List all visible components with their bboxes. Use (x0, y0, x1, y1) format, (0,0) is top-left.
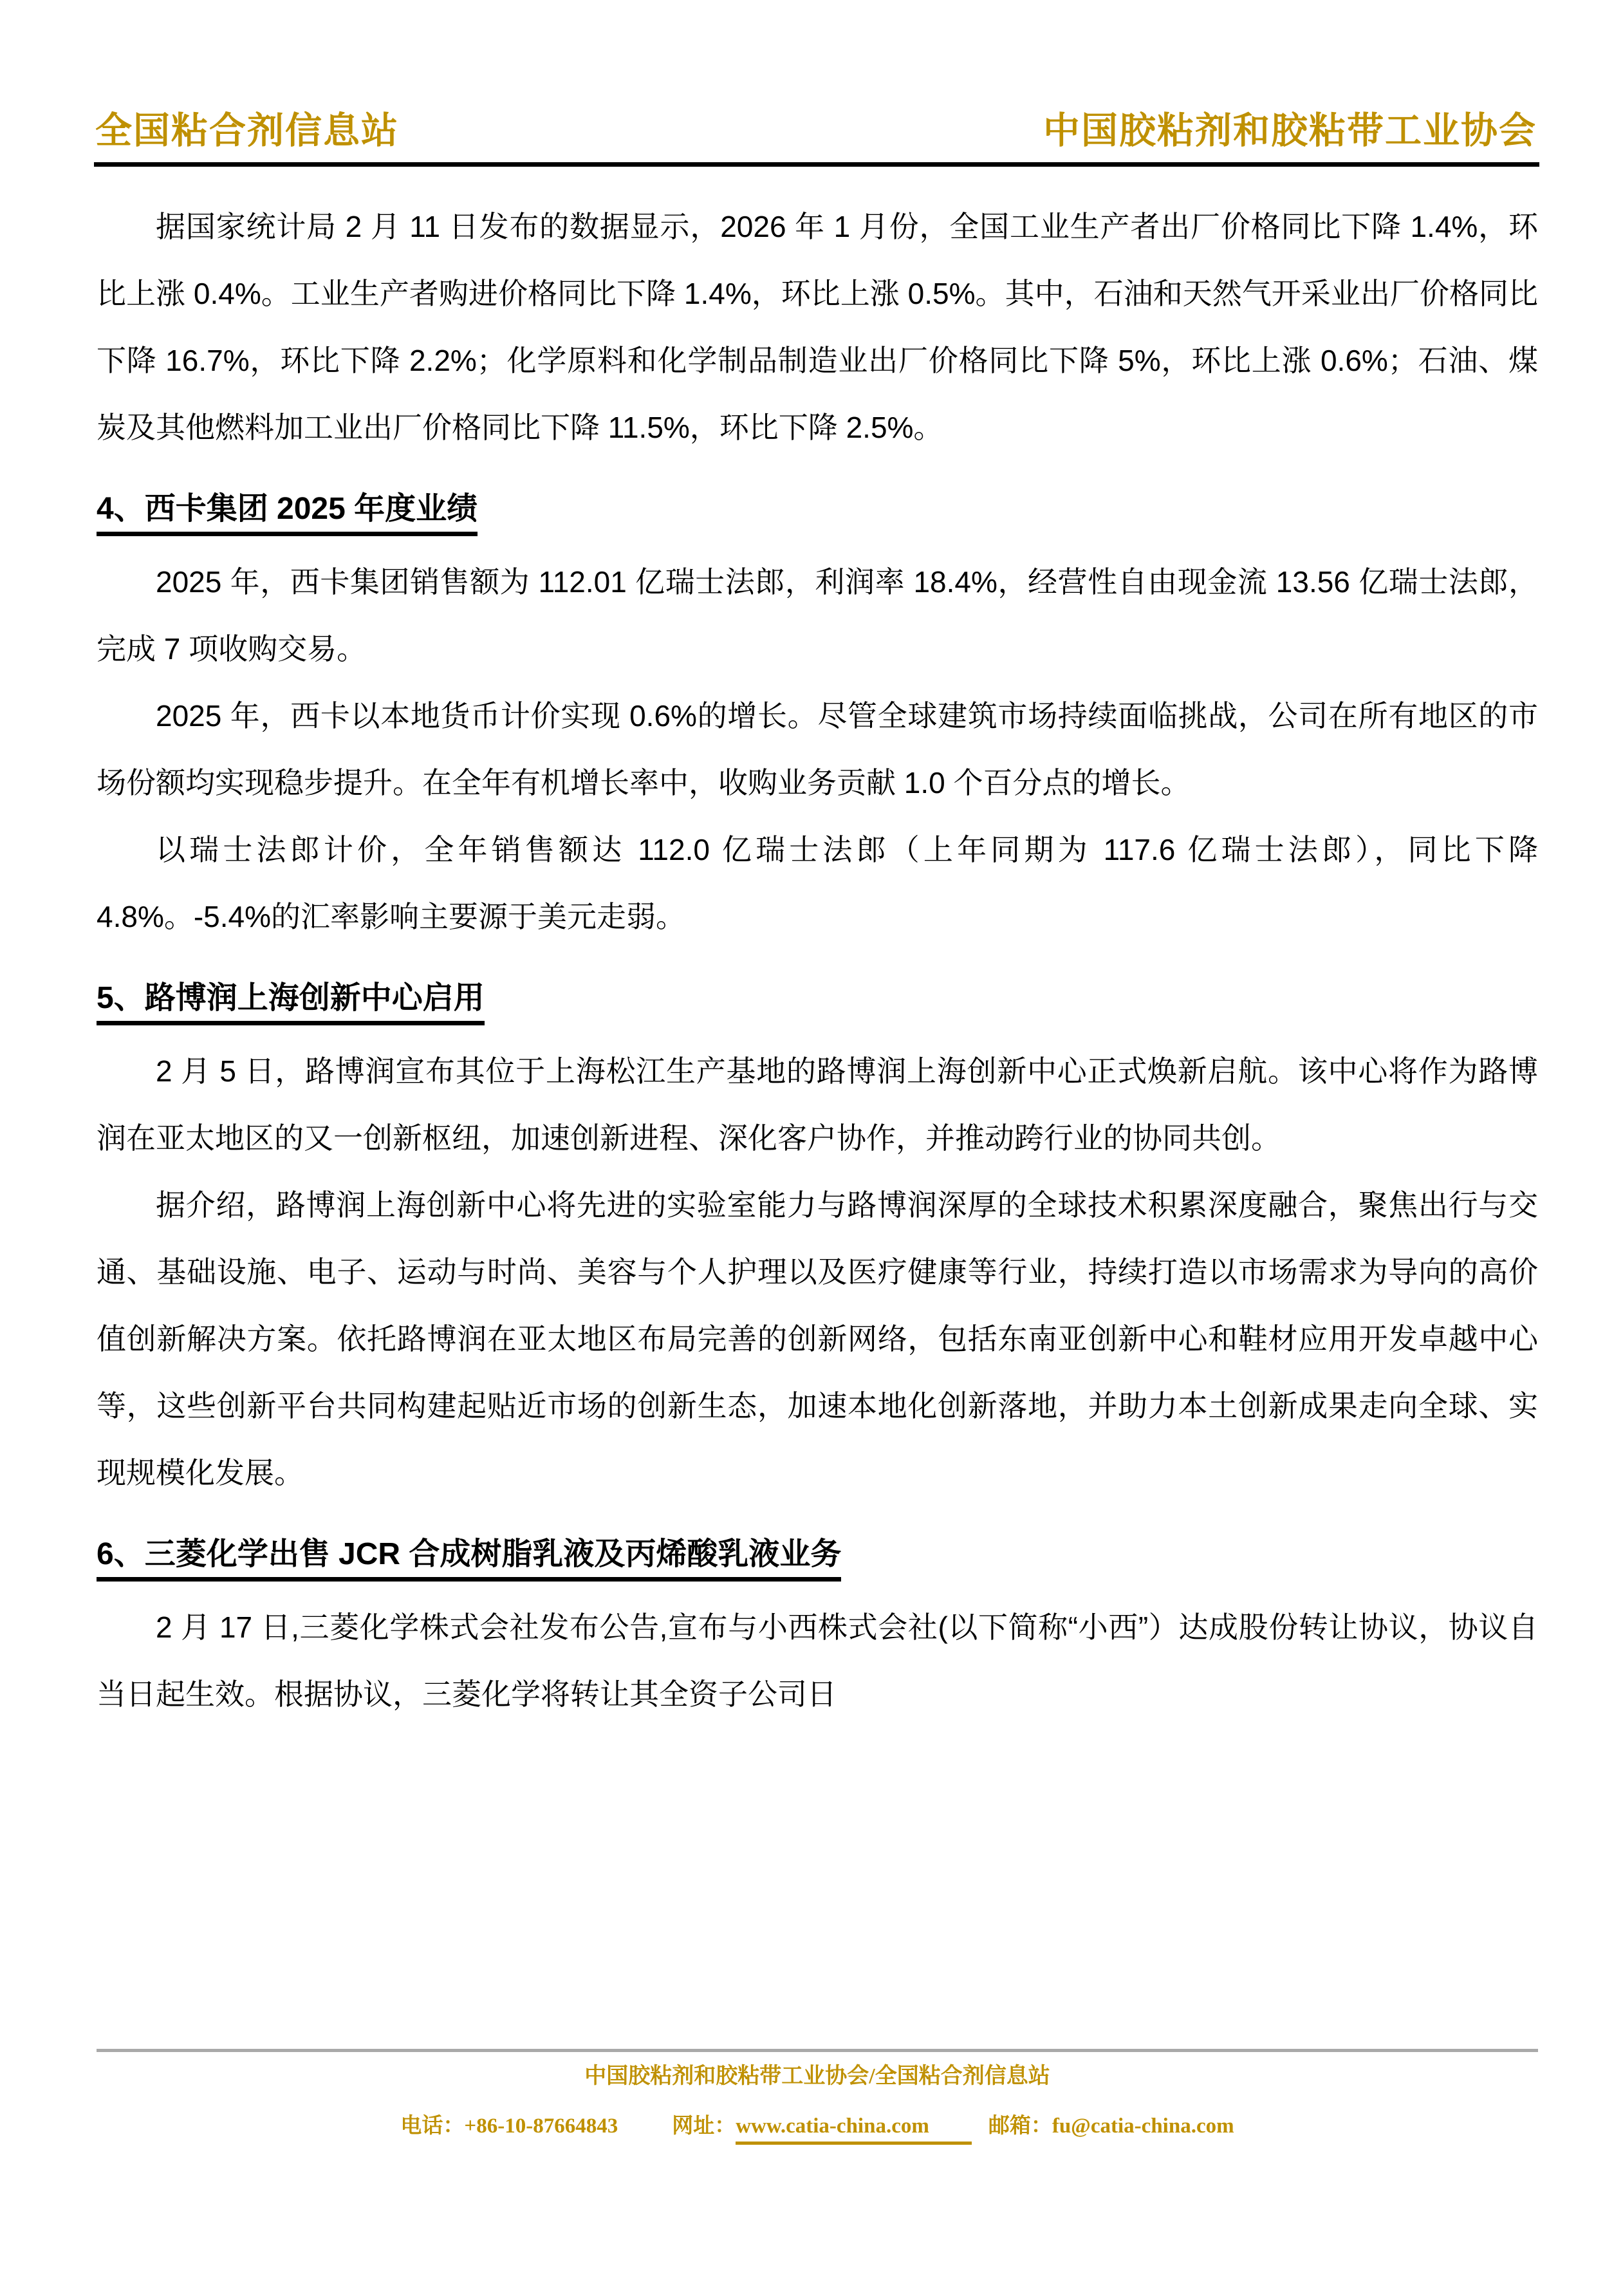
email-address: fu@catia-china.com (1052, 2114, 1234, 2138)
paragraph-sika-growth: 2025 年，西卡以本地货币计价实现 0.6%的增长。尽管全球建筑市场持续面临挑战，公司在所有地区的市场份额均实现稳步提升。在全年有机增长率中，收购业务贡献 1.0 个百分点的增长。 (97, 699, 1538, 799)
section-heading-5-lubrizol (97, 976, 1538, 1021)
footer-contact-line (97, 2113, 1538, 2140)
footer-org-line: 中国胶粘剂和胶粘带工业协会/全国粘合剂信息站 (584, 2064, 1050, 2088)
paragraph-sika-currency: 以瑞士法郎计价，全年销售额达 112.0 亿瑞士法郎（上年同期为 117.6 亿瑞士法郎），同比下降 4.8%。-5.4%的汇率影响主要源于美元走弱。 (97, 833, 1538, 933)
website-link[interactable]: www.catia-china.com (736, 2114, 972, 2145)
website-label: 网址： (672, 2114, 736, 2138)
paragraph-ppi-statistics: 据国家统计局 2 月 11 日发布的数据显示，2026 年 1 月份，全国工业生产者出厂价格同比下降 1.4%，环比上涨 0.4%。工业生产者购进价格同比下降 1.4%，环比上涨 0.5%。其中，石油和天然气开采业出厂价格同比下降 16.7%，环比下降 2.2%；化学原料和化学制品制造业出厂价格同比下降 5%，环比上涨 0.6%；石油、煤炭及其他燃料加工业出厂价格同比下降 11.5%，环比下降 2.5%。 (97, 210, 1538, 444)
masthead-right-title: 中国胶粘剂和胶粘带工业协会 (1043, 111, 1537, 151)
masthead (95, 111, 1537, 152)
paragraph-lubrizol-launch: 2 月 5 日，路博润宣布其位于上海松江生产基地的路博润上海创新中心正式焕新启航。该中心将作为路博润在亚太地区的又一创新枢纽，加速创新进程、深化客户协作，并推动跨行业的协同共创。 (97, 1054, 1538, 1155)
document-body (97, 193, 1538, 1728)
paragraph-sika-results: 2025 年，西卡集团销售额为 112.01 亿瑞士法郎，利润率 18.4%，经营性自由现金流 13.56 亿瑞士法郎，完成 7 项收购交易。 (97, 565, 1538, 666)
phone-label: 电话： (400, 2114, 465, 2138)
footer-divider (97, 2049, 1538, 2052)
section-heading-6-text: 6、三菱化学出售 JCR 合成树脂乳液及丙烯酸乳液业务 (97, 1537, 841, 1582)
section-heading-4-sika (97, 487, 1538, 532)
section-heading-6-mitsubishi (97, 1532, 1538, 1577)
footer (97, 2049, 1538, 2140)
header-divider (94, 162, 1539, 167)
paragraph-lubrizol-detail: 据介绍，路博润上海创新中心将先进的实验室能力与路博润深厚的全球技术积累深度融合，聚焦出行与交通、基础设施、电子、运动与时尚、美容与个人护理以及医疗健康等行业，持续打造以市场需求为导向的高价值创新解决方案。依托路博润在亚太地区布局完善的创新网络，包括东南亚创新中心和鞋材应用开发卓越中心等，这些创新平台共同构建起贴近市场的创新生态，加速本地化创新落地，并助力本土创新成果走向全球、实现规模化发展。 (97, 1188, 1538, 1489)
phone-number: +86-10-87664843 (464, 2114, 618, 2138)
section-heading-5-text: 5、路博润上海创新中心启用 (97, 981, 485, 1025)
email-label: 邮箱： (988, 2114, 1052, 2138)
paragraph-mitsubishi-sale: 2 月 17 日,三菱化学株式会社发布公告,宣布与小西株式会社(以下简称“小西”）达成股份转让协议，协议自当日起生效。根据协议，三菱化学将转让其全资子公司日 (97, 1610, 1538, 1711)
masthead-left-title: 全国粘合剂信息站 (95, 111, 399, 151)
section-heading-4-text: 4、西卡集团 2025 年度业绩 (97, 492, 478, 536)
